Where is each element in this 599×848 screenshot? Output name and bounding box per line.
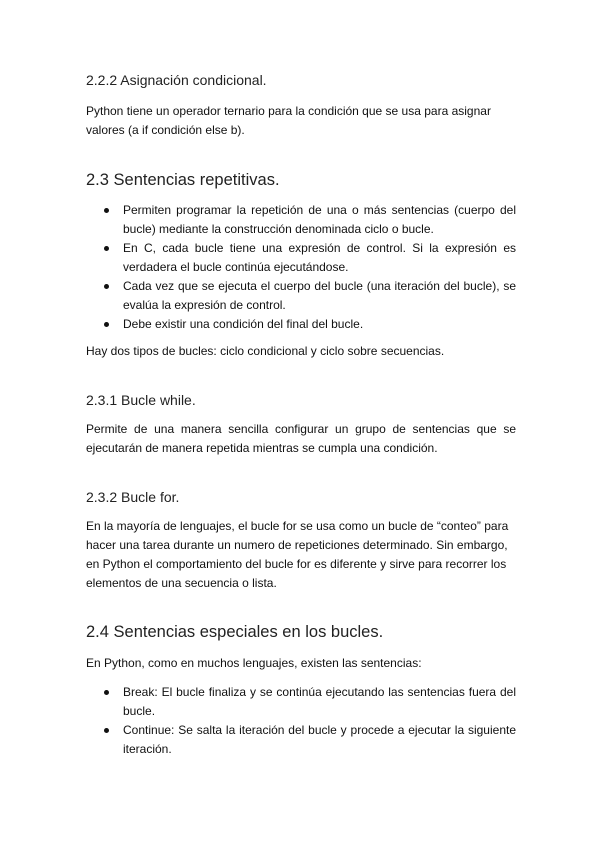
bullet-icon [104,690,109,695]
paragraph-asignacion: Python tiene un operador ternario para la condición que se usa para asignar valores (a if condición else b). [86,104,491,137]
list-item: Continue: Se salta la iteración del bucle y procede a ejecutar la siguiente iteración. [86,721,516,759]
bullet-icon [104,322,109,327]
bullet-list-especiales [86,683,516,759]
paragraph-for: En la mayoría de lenguajes, el bucle for se usa como un bucle de “conteo” para hacer una tarea durante un numero de repeticiones determinado. Sin embargo, en Python el comportamiento del bucle for es diferente y sirve para recorrer los elementos de una secuencia o lista. [86,519,509,590]
list-item: Break: El bucle finaliza y se continúa ejecutando las sentencias fuera del bucle. [86,683,516,721]
bullet-icon [104,284,109,289]
list-item: Permiten programar la repetición de una o más sentencias (cuerpo del bucle) mediante la construcción denominada ciclo o bucle. [86,201,516,239]
heading-2-3: 2.3 Sentencias repetitivas. [86,171,280,189]
heading-2-4: 2.4 Sentencias especiales en los bucles. [86,623,384,641]
heading-2-2-2: 2.2.2 Asignación condicional. [86,72,267,88]
list-item: Cada vez que se ejecuta el cuerpo del bucle (una iteración del bucle), se evalúa la expresión de control. [86,277,516,315]
paragraph-while: Permite de una manera sencilla configurar un grupo de sentencias que se ejecutarán de manera repetida mientras se cumpla una condición. [86,422,516,455]
list-item: Debe existir una condición del final del bucle. [86,315,516,334]
heading-2-3-2: 2.3.2 Bucle for. [86,489,180,505]
bullet-icon [104,208,109,213]
paragraph-sentencias: En Python, como en muchos lenguajes, existen las sentencias: [86,656,422,670]
bullet-icon [104,728,109,733]
heading-2-3-1: 2.3.1 Bucle while. [86,392,196,408]
bullet-list-repetitivas [86,201,516,334]
bullet-icon [104,246,109,251]
paragraph-tipos-bucles: Hay dos tipos de bucles: ciclo condicional y ciclo sobre secuencias. [86,344,445,358]
list-item: En C, cada bucle tiene una expresión de control. Si la expresión es verdadera el bucle continúa ejecutándose. [86,239,516,277]
